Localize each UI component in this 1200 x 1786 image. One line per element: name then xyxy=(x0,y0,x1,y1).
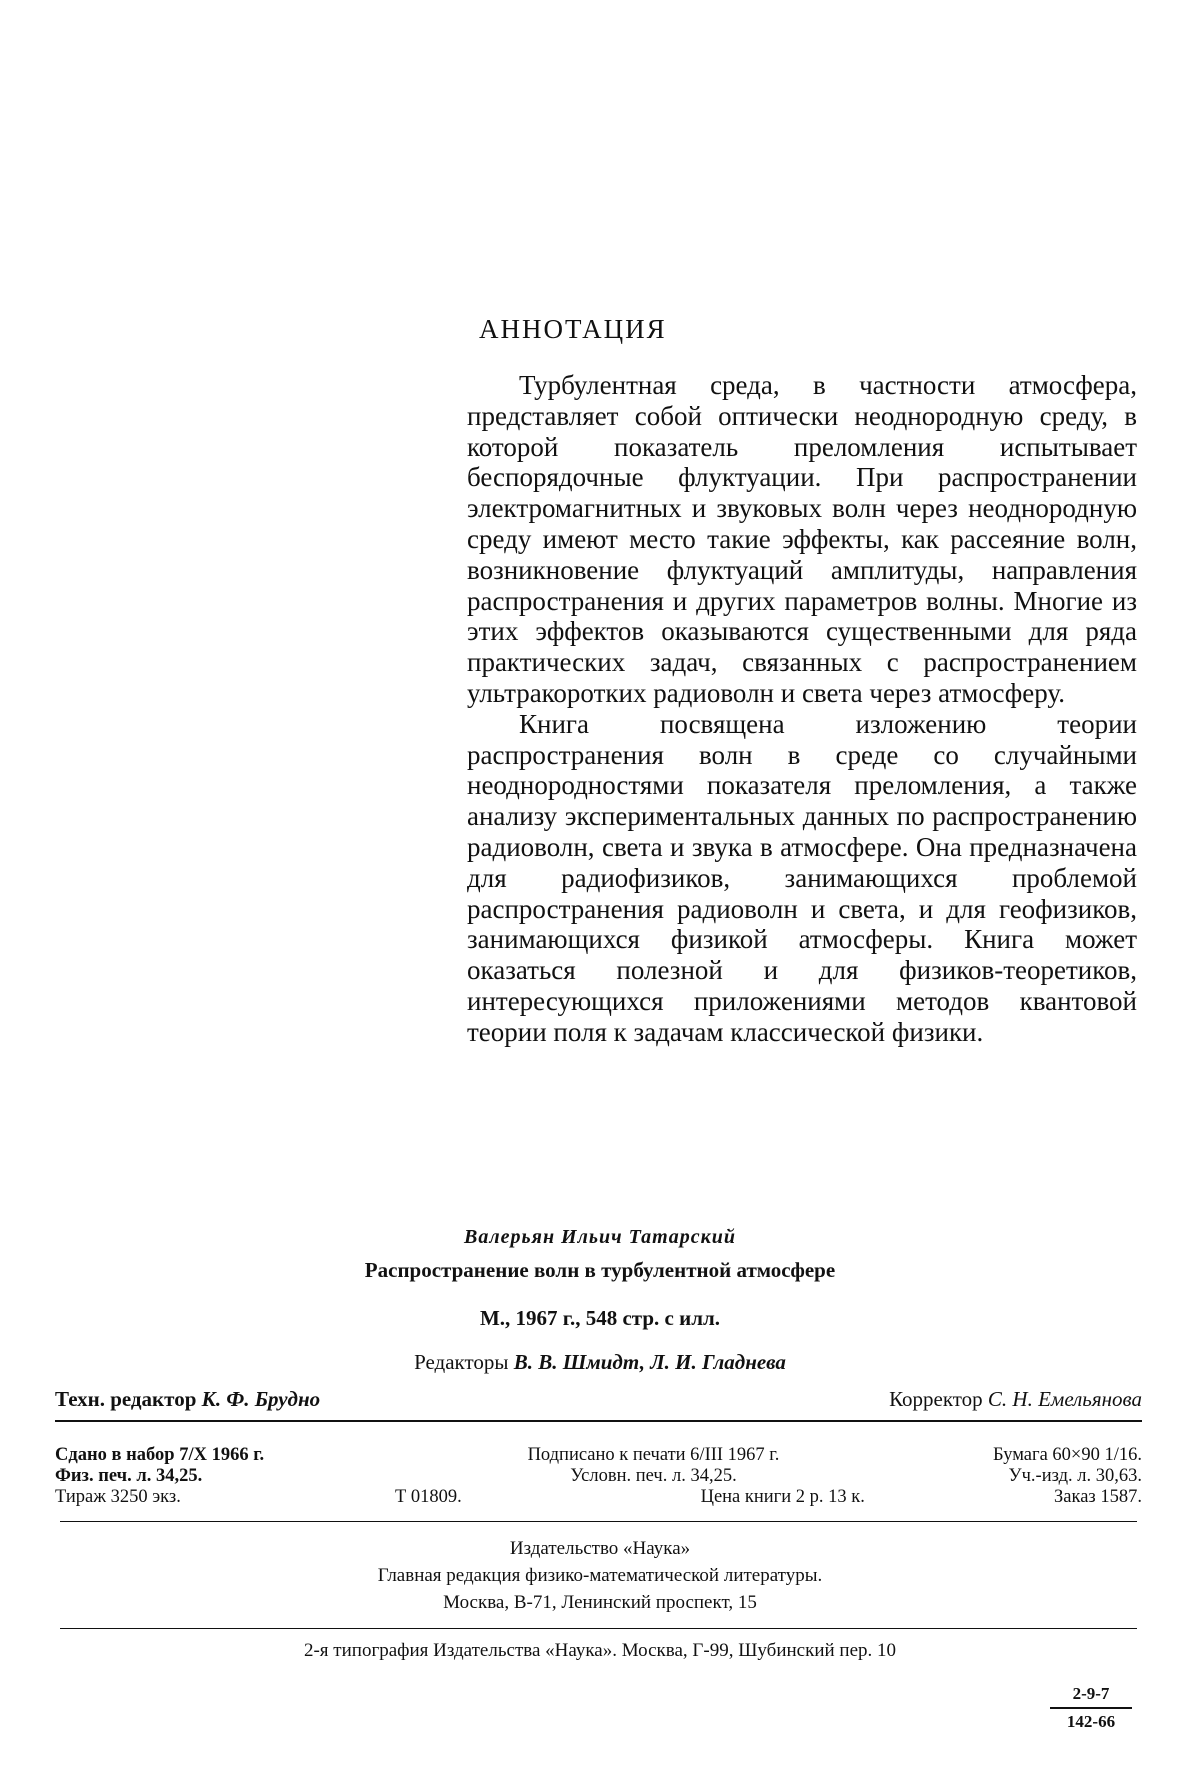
catalog-code-bottom: 142-66 xyxy=(1066,1712,1116,1731)
tech-editor-name: К. Ф. Брудно xyxy=(201,1387,321,1411)
publisher-division: Главная редакция физико-математической литературы. xyxy=(377,1565,823,1586)
catalog-code-fraction-bar xyxy=(1050,1707,1132,1709)
pub-order: Заказ 1587. xyxy=(1054,1487,1142,1507)
corrector-name: С. Н. Емельянова xyxy=(987,1387,1142,1411)
publisher-name: Издательство «Наука» xyxy=(509,1538,691,1559)
editors-label: Редакторы xyxy=(414,1350,509,1374)
corrector-line xyxy=(889,1387,1142,1412)
corrector-label: Корректор xyxy=(889,1387,983,1411)
pub-print-run: Тираж 3250 экз. xyxy=(55,1487,181,1507)
tech-editor-line xyxy=(55,1387,320,1412)
pub-physical-sheets: Физ. печ. л. 34,25. xyxy=(55,1466,203,1486)
annotation-heading: АННОТАЦИЯ xyxy=(479,314,667,344)
catalog-code xyxy=(1050,1683,1132,1733)
pub-conventional-sheets: Условн. печ. л. 34,25. xyxy=(570,1466,737,1486)
pub-price: Цена книги 2 р. 13 к. xyxy=(700,1487,865,1507)
annotation-paragraph-2: Книга посвящена изложению теории распространения волн в среде со случайными неоднородностями показателя преломления, а также анализу экспериментальных данных по распространению радиоволн, света и звука в атмосфере. Она предназначена для радиофизиков, занимающихся проблемой распространения радиоволн и света, и для геофизиков, занимающихся физикой атмосферы. Книга может оказаться полезной и для физиков-теоретиков, интересующихся приложениями методов квантовой теории поля к задачам классической физики. xyxy=(467,708,1137,1047)
book-title: Распространение волн в турбулентной атмосфере xyxy=(364,1258,836,1282)
annotation-paragraph-1: Турбулентная среда, в частности атмосфера, представляет собой оптически неоднородную среду, в которой показатель преломления испытывает беспорядочные флуктуации. При распространении электромагнитных и звуковых волн через неоднородную среду имеют место такие эффекты, как рассеяние волн, возникновение флуктуаций амплитуды, направления распространения и других параметров волны. Многие из этих эффектов оказываются существенными для ряда практических задач, связанных с распространением ультракоротких радиоволн и света через атмосферу. xyxy=(467,370,1137,708)
book-info: М., 1967 г., 548 стр. с илл. xyxy=(479,1306,721,1330)
annotation-body xyxy=(467,370,1137,1048)
pub-signed-date: Подписано к печати 6/III 1967 г. xyxy=(527,1445,780,1465)
printer-line: 2-я типография Издательства «Наука». Москва, Г-99, Шубинский пер. 10 xyxy=(303,1640,897,1661)
catalog-code-top: 2-9-7 xyxy=(1072,1684,1110,1703)
publisher-address: Москва, В-71, Ленинский проспект, 15 xyxy=(443,1592,757,1613)
editors-line xyxy=(0,1350,1200,1375)
divider-middle xyxy=(60,1521,1137,1522)
pub-paper-format: Бумага 60×90 1/16. xyxy=(993,1445,1142,1465)
publication-details xyxy=(55,1445,1142,1508)
author-name: Валерьян Ильич Татарский xyxy=(464,1226,736,1248)
tech-editor-label: Техн. редактор xyxy=(55,1387,197,1411)
pub-typeset-date: Сдано в набор 7/X 1966 г. xyxy=(55,1445,265,1465)
pub-code: Т 01809. xyxy=(395,1487,462,1507)
divider-top xyxy=(55,1420,1142,1422)
divider-bottom xyxy=(60,1628,1137,1629)
pub-account-sheets: Уч.-изд. л. 30,63. xyxy=(1008,1466,1142,1486)
editors-names: В. В. Шмидт, Л. И. Гладнева xyxy=(513,1350,786,1374)
publisher-block xyxy=(0,1535,1200,1616)
